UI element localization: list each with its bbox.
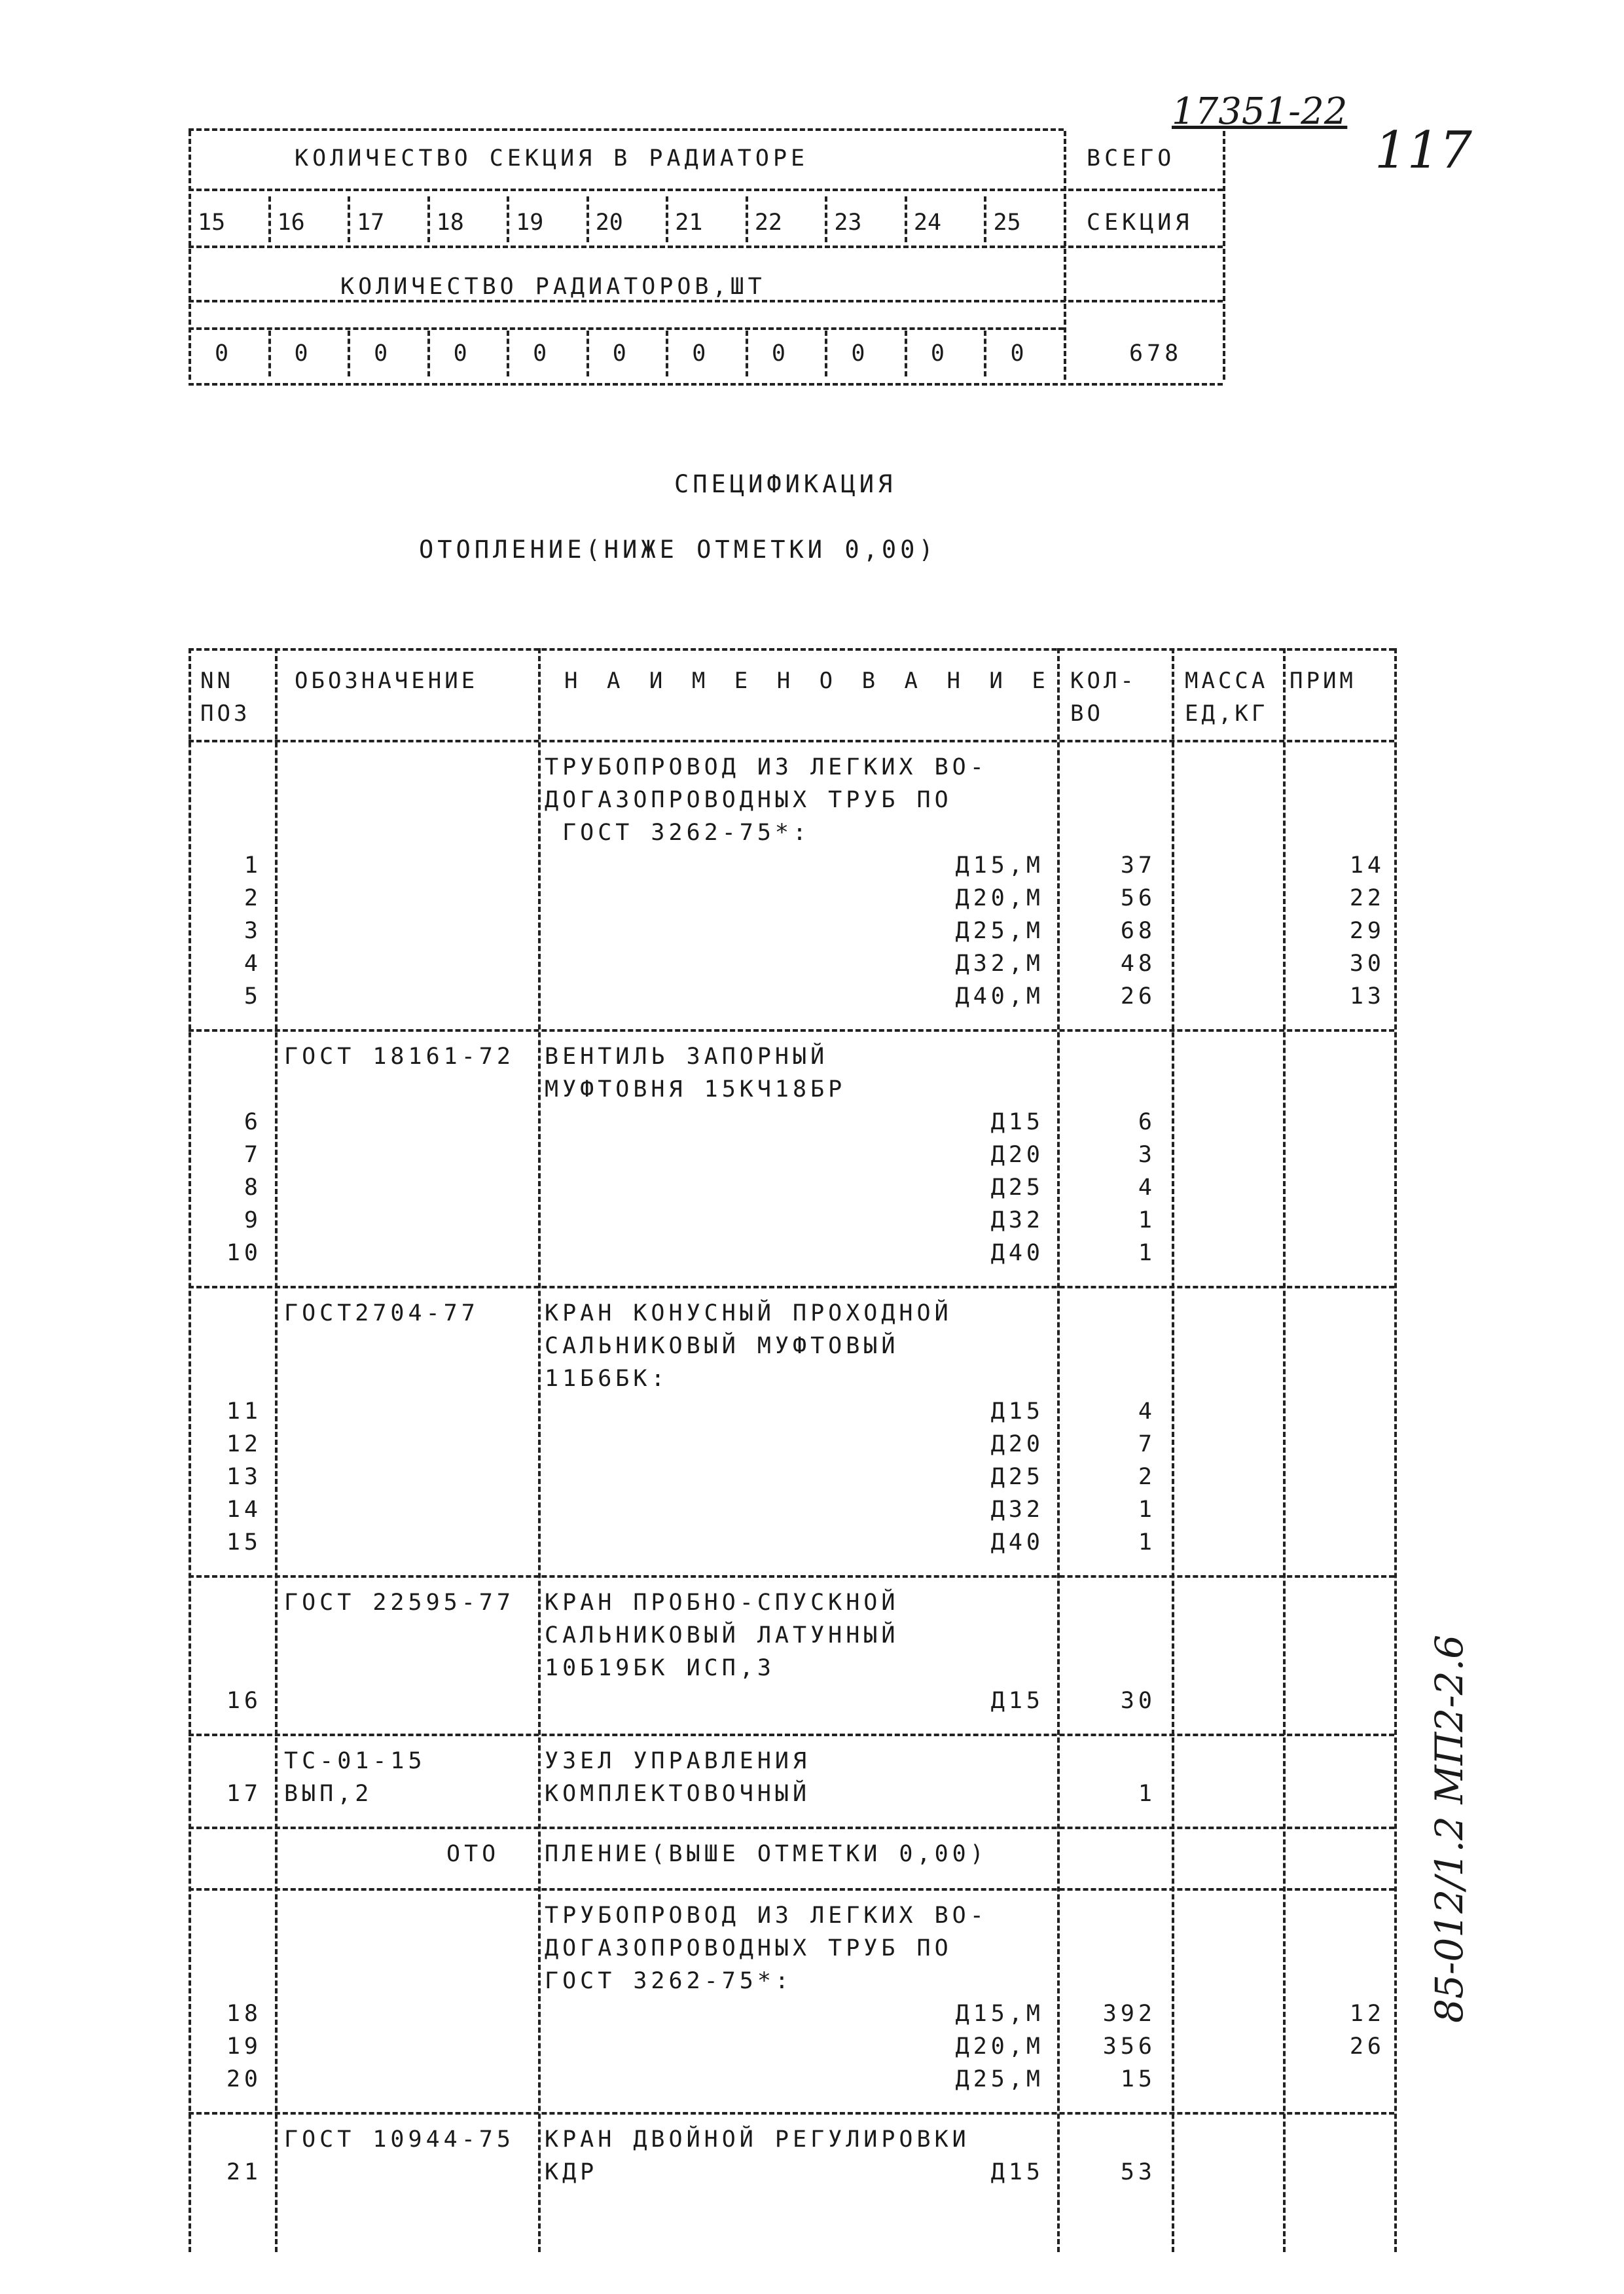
count-divider xyxy=(666,331,668,376)
rule-line xyxy=(189,327,1064,330)
radiator-count: 0 xyxy=(453,340,467,367)
col-note-header: ПРИМ xyxy=(1290,668,1356,694)
item-designation: ВЫП,2 xyxy=(284,1781,373,1807)
item-position: 20 xyxy=(226,2066,262,2092)
item-size: Д25,М xyxy=(955,2066,1044,2092)
item-name: КРАН ПРОБНО-СПУСКНОЙ xyxy=(545,1590,899,1616)
item-quantity: 3 xyxy=(1138,1142,1156,1168)
radiator-total: 678 xyxy=(1129,340,1183,367)
item-name: ГОСТ 3262-75*: xyxy=(545,1968,793,1994)
item-name: КРАН ДВОЙНОЙ РЕГУЛИРОВКИ xyxy=(545,2126,970,2153)
column-divider xyxy=(275,648,278,2252)
table-left-border xyxy=(189,131,191,380)
item-note: 14 xyxy=(1349,852,1385,879)
column-divider xyxy=(1172,648,1174,2252)
item-position: 21 xyxy=(226,2159,262,2185)
radiator-count: 0 xyxy=(374,340,388,367)
item-quantity: 15 xyxy=(1120,2066,1156,2092)
item-quantity: 56 xyxy=(1120,885,1156,911)
section-divider xyxy=(586,196,589,242)
count-divider xyxy=(825,331,827,376)
item-quantity: 4 xyxy=(1138,1174,1156,1201)
radiator-count: 0 xyxy=(1010,340,1024,367)
col-mass-header-2: ЕД,КГ xyxy=(1185,701,1269,727)
radiator-count: 0 xyxy=(930,340,945,367)
item-name: САЛЬНИКОВЫЙ ЛАТУННЫЙ xyxy=(545,1622,899,1648)
total-divider xyxy=(1064,131,1066,380)
page-number: 117 xyxy=(1375,121,1472,180)
item-size: Д20,М xyxy=(955,2033,1044,2060)
item-quantity: 37 xyxy=(1120,852,1156,879)
item-position: 5 xyxy=(244,983,262,1010)
side-stamp: 85-012/1.2 МП2-2.6 xyxy=(1427,1634,1471,2023)
section-count: 25 xyxy=(993,209,1021,236)
item-designation: ГОСТ 22595-77 xyxy=(284,1590,514,1616)
group-rule xyxy=(189,1286,1394,1288)
item-name: ВЕНТИЛЬ ЗАПОРНЫЙ xyxy=(545,1044,829,1070)
item-size: Д40,М xyxy=(955,983,1044,1010)
item-name: ТРУБОПРОВОД ИЗ ЛЕГКИХ ВО- xyxy=(545,1903,988,1929)
section-count: 21 xyxy=(675,209,703,236)
count-divider xyxy=(905,331,907,376)
count-divider xyxy=(427,331,430,376)
item-position: 15 xyxy=(226,1529,262,1556)
section-divider xyxy=(746,196,748,242)
item-size: Д15 xyxy=(990,1398,1044,1425)
count-divider xyxy=(507,331,509,376)
item-position: 14 xyxy=(226,1497,262,1523)
item-position: 6 xyxy=(244,1109,262,1135)
group-rule xyxy=(189,2112,1394,2115)
item-position: 11 xyxy=(226,1398,262,1425)
col-qty-header-2: ВО xyxy=(1070,701,1104,727)
item-note: 26 xyxy=(1349,2033,1385,2060)
section-divider xyxy=(268,196,271,242)
spec-title: СПЕЦИФИКАЦИЯ xyxy=(674,470,897,498)
item-quantity: 48 xyxy=(1120,951,1156,977)
item-size: Д25 xyxy=(990,1464,1044,1490)
item-name: УЗЕЛ УПРАВЛЕНИЯ xyxy=(545,1748,811,1774)
section-divider xyxy=(427,196,430,242)
section-count: 22 xyxy=(754,209,782,236)
item-quantity: 1 xyxy=(1138,1240,1156,1266)
col-pos-header: NN xyxy=(200,668,234,694)
section-divider xyxy=(984,196,986,242)
table-top-rule xyxy=(189,648,1394,651)
item-size: Д25 xyxy=(990,1174,1044,1201)
group-rule xyxy=(189,1575,1394,1578)
section-count: 15 xyxy=(198,209,226,236)
item-name: ДОГАЗОПРОВОДНЫХ ТРУБ ПО xyxy=(545,1935,952,1961)
item-quantity: 53 xyxy=(1120,2159,1156,2185)
item-name: КРАН КОНУСНЫЙ ПРОХОДНОЙ xyxy=(545,1300,952,1326)
item-position: 4 xyxy=(244,951,262,977)
radiators-header: КОЛИЧЕСТВО РАДИАТОРОВ,ШТ xyxy=(340,274,766,300)
item-name: ТРУБОПРОВОД ИЗ ЛЕГКИХ ВО- xyxy=(545,754,988,780)
count-divider xyxy=(586,331,589,376)
item-name: КДР xyxy=(545,2159,598,2185)
section-heading: ПЛЕНИЕ(ВЫШЕ ОТМЕТКИ 0,00) xyxy=(545,1841,988,1867)
item-position: 2 xyxy=(244,885,262,911)
group-rule xyxy=(189,1734,1394,1736)
item-note: 22 xyxy=(1349,885,1385,911)
item-size: Д32 xyxy=(990,1207,1044,1233)
section-divider xyxy=(905,196,907,242)
item-size: Д40 xyxy=(990,1529,1044,1556)
count-divider xyxy=(268,331,271,376)
item-position: 17 xyxy=(226,1781,262,1807)
section-divider xyxy=(507,196,509,242)
item-position: 12 xyxy=(226,1431,262,1457)
total-header: ВСЕГО xyxy=(1087,145,1176,172)
item-position: 7 xyxy=(244,1142,262,1168)
radiator-count: 0 xyxy=(851,340,865,367)
item-quantity: 68 xyxy=(1120,918,1156,944)
spec-subtitle: ОТОПЛЕНИЕ(НИЖЕ ОТМЕТКИ 0,00) xyxy=(419,536,937,564)
item-position: 16 xyxy=(226,1688,262,1714)
item-size: Д15,М xyxy=(955,852,1044,879)
count-divider xyxy=(746,331,748,376)
group-rule xyxy=(189,1827,1394,1829)
item-quantity: 1 xyxy=(1138,1497,1156,1523)
section-count: 16 xyxy=(277,209,305,236)
radiator-count: 0 xyxy=(215,340,229,367)
count-divider xyxy=(984,331,986,376)
item-name: МУФТОВНЯ 15КЧ18БР xyxy=(545,1076,846,1102)
radiator-count: 0 xyxy=(294,340,308,367)
total-header-2: СЕКЦИЯ xyxy=(1087,209,1193,236)
item-name: 11Б6БК: xyxy=(545,1366,669,1392)
item-position: 3 xyxy=(244,918,262,944)
rule-line xyxy=(189,300,1223,302)
header-rule xyxy=(189,740,1394,742)
item-designation: ГОСТ 18161-72 xyxy=(284,1044,514,1070)
col-qty-header: КОЛ- xyxy=(1070,668,1137,694)
item-note: 12 xyxy=(1349,2001,1385,2027)
count-divider xyxy=(348,331,350,376)
table-right-border xyxy=(1394,648,1397,2252)
rule-line xyxy=(189,128,1064,131)
item-size: Д20,М xyxy=(955,885,1044,911)
rule-line xyxy=(189,189,1223,191)
item-size: Д15 xyxy=(990,1109,1044,1135)
item-position: 18 xyxy=(226,2001,262,2027)
item-position: 10 xyxy=(226,1240,262,1266)
item-note: 30 xyxy=(1349,951,1385,977)
item-position: 8 xyxy=(244,1174,262,1201)
item-position: 9 xyxy=(244,1207,262,1233)
item-note: 13 xyxy=(1349,983,1385,1010)
item-quantity: 1 xyxy=(1138,1781,1156,1807)
item-name: КОМПЛЕКТОВОЧНЫЙ xyxy=(545,1781,811,1807)
item-position: 13 xyxy=(226,1464,262,1490)
item-quantity: 6 xyxy=(1138,1109,1156,1135)
item-designation: ГОСТ 10944-75 xyxy=(284,2126,514,2153)
item-size: Д15 xyxy=(990,2159,1044,2185)
radiator-count: 0 xyxy=(533,340,547,367)
section-count: 20 xyxy=(595,209,623,236)
item-size: Д32,М xyxy=(955,951,1044,977)
section-count: 19 xyxy=(516,209,544,236)
item-size: Д15 xyxy=(990,1688,1044,1714)
item-name: ГОСТ 3262-75*: xyxy=(545,820,811,846)
item-size: Д20 xyxy=(990,1431,1044,1457)
item-designation: ГОСТ2704-77 xyxy=(284,1300,479,1326)
section-divider xyxy=(666,196,668,242)
item-quantity: 1 xyxy=(1138,1207,1156,1233)
item-quantity: 356 xyxy=(1102,2033,1156,2060)
item-name: САЛЬНИКОВЫЙ МУФТОВЫЙ xyxy=(545,1333,899,1359)
radiator-count: 0 xyxy=(771,340,785,367)
item-size: Д15,М xyxy=(955,2001,1044,2027)
section-count: 23 xyxy=(834,209,862,236)
item-name: 10Б19БК ИСП,3 xyxy=(545,1655,775,1681)
item-quantity: 1 xyxy=(1138,1529,1156,1556)
section-heading-left: ОТО xyxy=(446,1841,500,1867)
item-designation: ТС-01-15 xyxy=(284,1748,426,1774)
col-designation-header: ОБОЗНАЧЕНИЕ xyxy=(295,668,478,694)
item-quantity: 2 xyxy=(1138,1464,1156,1490)
radiator-count: 0 xyxy=(612,340,626,367)
table-right-border xyxy=(1223,131,1225,380)
col-pos-header-2: ПОЗ xyxy=(200,701,251,727)
radiator-count: 0 xyxy=(692,340,706,367)
item-position: 1 xyxy=(244,852,262,879)
item-name: ДОГАЗОПРОВОДНЫХ ТРУБ ПО xyxy=(545,787,952,813)
rule-line xyxy=(189,383,1223,386)
section-divider xyxy=(825,196,827,242)
item-quantity: 7 xyxy=(1138,1431,1156,1457)
section-count: 18 xyxy=(436,209,464,236)
item-quantity: 4 xyxy=(1138,1398,1156,1425)
group-rule xyxy=(189,1888,1394,1891)
item-size: Д32 xyxy=(990,1497,1044,1523)
section-divider xyxy=(348,196,350,242)
item-position: 19 xyxy=(226,2033,262,2060)
rule-line xyxy=(189,246,1223,248)
section-count: 24 xyxy=(913,209,942,236)
section-count: 17 xyxy=(357,209,385,236)
col-mass-header: МАССА xyxy=(1185,668,1269,694)
item-size: Д20 xyxy=(990,1142,1044,1168)
col-name-header: Н А И М Е Н О В А Н И Е xyxy=(564,668,1053,694)
document-number: 17351-22 xyxy=(1172,90,1348,133)
sections-header: КОЛИЧЕСТВО СЕКЦИЯ В РАДИАТОРЕ xyxy=(295,145,809,172)
item-size: Д40 xyxy=(990,1240,1044,1266)
item-note: 29 xyxy=(1349,918,1385,944)
item-quantity: 392 xyxy=(1102,2001,1156,2027)
item-quantity: 30 xyxy=(1120,1688,1156,1714)
group-rule xyxy=(189,1029,1394,1032)
item-quantity: 26 xyxy=(1120,983,1156,1010)
item-size: Д25,М xyxy=(955,918,1044,944)
